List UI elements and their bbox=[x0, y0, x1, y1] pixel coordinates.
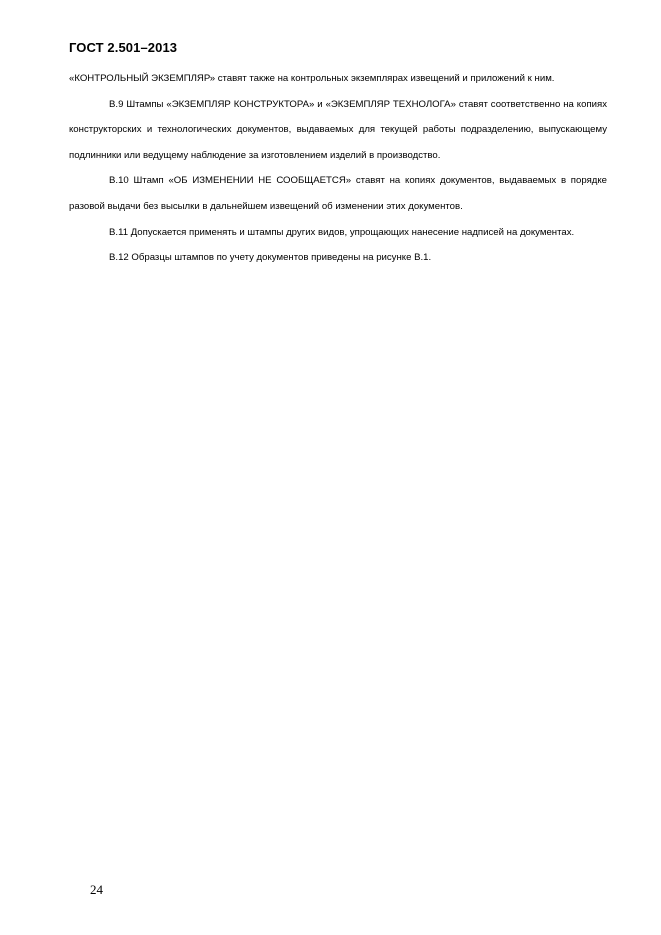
paragraph-b10: В.10 Штамп «ОБ ИЗМЕНЕНИИ НЕ СООБЩАЕТСЯ» ставят на копиях документов, выдаваемых в порядке разовой выдачи без высылки в дальнейшем извещений об изменении этих документов. bbox=[69, 175, 607, 212]
document-header-title: ГОСТ 2.501–2013 bbox=[69, 40, 178, 55]
paragraph-b12: В.12 Образцы штампов по учету документов приведены на рисунке В.1. bbox=[109, 252, 432, 264]
document-body bbox=[69, 66, 607, 271]
page-number: 24 bbox=[90, 882, 103, 897]
paragraph-continuation: «КОНТРОЛЬНЫЙ ЭКЗЕМПЛЯР» ставят также на контрольных экземплярах извещений и приложений к ним. bbox=[69, 73, 555, 84]
paragraph-b9: В.9 Штампы «ЭКЗЕМПЛЯР КОНСТРУКТОРА» и «ЭКЗЕМПЛЯР ТЕХНОЛОГА» ставят соответственно на копиях конструкторских и технологических документов, выдаваемых для текущей работы подразделению, выпускающему подлинники или ведущему наблюдение за изготовлением изделий в производство. bbox=[69, 98, 607, 161]
paragraph-b11: В.11 Допускается применять и штампы других видов, упрощающих нанесение надписей на документах. bbox=[109, 226, 575, 238]
